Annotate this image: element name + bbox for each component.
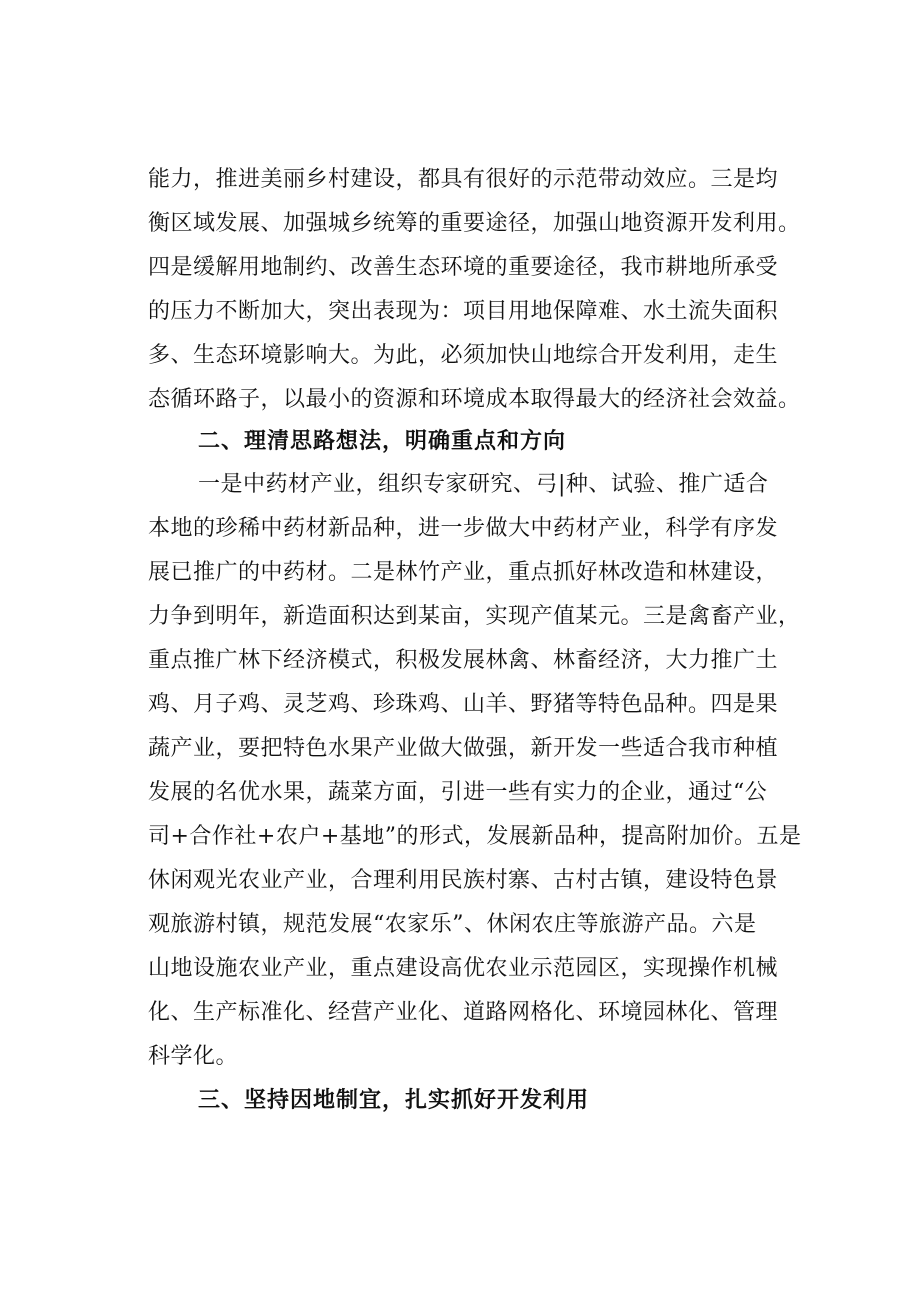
paragraph-line: 司+合作社+农户+基地”的形式，发展新品种，提高附加价。五是 xyxy=(148,824,802,849)
paragraph-line: 蔬产业，要把特色水果产业做大做强，新开发一些适合我市种植 xyxy=(148,736,779,761)
paragraph-line: 一是中药材产业，组织专家研究、弓|种、试验、推广适合 xyxy=(198,472,769,497)
paragraph-line: 化、生产标准化、经营产业化、道路网格化、环境园林化、管理 xyxy=(148,1000,779,1025)
paragraph-line: 本地的珍稀中药材新品种，进一步做大中药材产业，科学有序发 xyxy=(148,516,779,541)
paragraph-line: 力争到明年，新造面积达到某亩，实现产值某元。三是禽畜产业， xyxy=(148,604,801,629)
section-heading: 二、理清思路想法，明确重点和方向 xyxy=(198,429,567,454)
paragraph-line: 多、生态环境影响大。为此，必须加快山地综合开发利用，走生 xyxy=(148,343,779,368)
paragraph-line: 鸡、月子鸡、灵芝鸡、珍珠鸡、山羊、野猪等特色品种。四是果 xyxy=(148,692,779,717)
paragraph-line: 发展的名优水果，蔬菜方面，引进一些有实力的企业，通过“公 xyxy=(148,780,768,805)
paragraph-line: 展已推广的中药材。二是林竹产业，重点抓好林改造和林建设， xyxy=(148,560,779,585)
paragraph-line: 能力，推进美丽乡村建设，都具有很好的示范带动效应。三是均 xyxy=(148,167,779,192)
paragraph-line: 观旅游村镇，规范发展“农家乐”、休闲农庄等旅游产品。六是 xyxy=(148,912,757,937)
paragraph-line: 重点推广林下经济模式，积极发展林禽、林畜经济，大力推广土 xyxy=(148,648,779,673)
paragraph-line: 的压力不断加大，突出表现为：项目用地保障难、水土流失面积 xyxy=(148,299,779,324)
paragraph-line: 山地设施农业产业，重点建设高优农业示范园区，实现操作机械 xyxy=(148,956,779,981)
paragraph-line: 态循环路子，以最小的资源和环境成本取得最大的经济社会效益。 xyxy=(148,387,801,412)
paragraph-line: 衡区域发展、加强城乡统筹的重要途径，加强山地资源开发利用。 xyxy=(148,211,801,236)
paragraph-line: 休闲观光农业产业，合理利用民族村寨、古村古镇，建设特色景 xyxy=(148,868,779,893)
paragraph-line: 科学化。 xyxy=(148,1044,239,1069)
paragraph-line: 四是缓解用地制约、改善生态环境的重要途径，我市耕地所承受 xyxy=(148,255,779,280)
section-heading: 三、坚持因地制宜，扎实抓好开发利用 xyxy=(198,1088,590,1113)
